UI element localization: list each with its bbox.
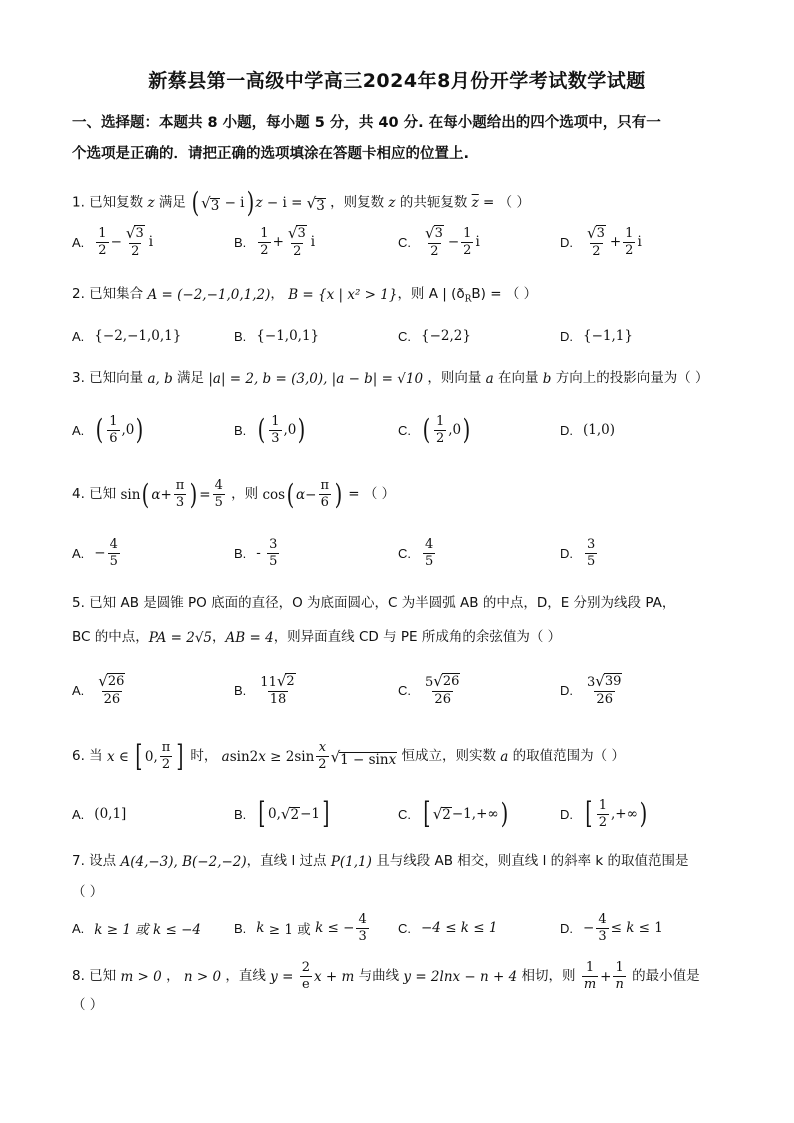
option-2b[interactable]: B. {−1,0,1}: [234, 328, 320, 344]
option-3b[interactable]: B. ( $\frac{1}{3}$ ,0 ): [234, 413, 306, 446]
question-8: 8. 已知 m > 0 ， n > 0 ，直线 y = $\frac{2}{e}$ x + m 与曲线 y = 2lnx − n + 4 相切，则 $\frac{1}{m}$ + $\frac{1}{n}$ 的最小值是: [72, 960, 700, 992]
question-2-options: [72, 316, 732, 356]
question-7-options: [72, 908, 732, 948]
option-2a[interactable]: A. {−2,−1,0,1}: [72, 328, 182, 344]
option-4c[interactable]: C. $\frac{4}{5}$: [398, 536, 434, 569]
question-8-line-2: （ ）: [72, 997, 104, 1013]
option-1a[interactable]: A. $\frac{1}{2}$ − √ 3 2 i: [72, 223, 154, 259]
question-7-line-2: （ ）: [72, 884, 104, 900]
question-7: 7. 设点 A(4,−3), B(−2,−2)，直线 l 过点 P(1,1) 且与线段 AB 相交，则直线 l 的斜率 k 的取值范围是: [72, 853, 689, 870]
option-1c[interactable]: C. √ 3 2 − $\frac{1}{2}$ i: [398, 223, 480, 259]
option-1d[interactable]: D. √ 3 2 + $\frac{1}{2}$ i: [560, 223, 642, 259]
option-1b[interactable]: B. $\frac{1}{2}$ + √ 3 2 i: [234, 223, 316, 259]
question-3: 3. 已知向量 a, b 满足 |a| = 2, b = (3,0), |a − b| = √10 ，则向量 a 在向量 b 方向上的投影向量为（ ）: [72, 370, 709, 387]
option-2d[interactable]: D. {−1,1}: [560, 328, 633, 344]
question-2: 2. 已知集合 A = (−2,−1,0,1,2)， B = {x | x² > 1}，则 A | $(ð_RB)$ = （ ）: [72, 286, 538, 305]
option-6d[interactable]: D. [ $\frac{1}{2}$ ,+∞ ): [560, 796, 648, 831]
section-heading-line-1: 一、选择题：本题共 8 小题，每小题 5 分，共 40 分. 在每小题给出的四个选项中，只有一: [72, 115, 661, 131]
question-5-line-2: BC 的中点，PA = 2√5，AB = 4，则异面直线 CD 与 PE 所成角的余弦值为（ ）: [72, 629, 562, 646]
option-7a[interactable]: A. k ≥ 1 或 k ≤ −4: [72, 920, 202, 938]
page-title: 新蔡县第一高级中学高三2024年8月份开学考试数学试题: [148, 70, 646, 92]
section-heading-line-2: 个选项是正确的．请把正确的选项填涂在答题卡相应的位置上.: [72, 146, 470, 162]
question-1-options: [72, 222, 732, 262]
question-1: 1. 已知复数 z 满足 ( √ 3 − i ) z − i = √ 3 ，则复数 z 的共轭复数 $\overline{z}$ = （ ）: [72, 186, 530, 219]
option-5a[interactable]: A. √ 26 26: [72, 671, 125, 707]
option-6a[interactable]: A. (0,1]: [72, 806, 127, 822]
question-4: 4. 已知 sin ( α + $\frac{\pi}{3}$ ) = $\frac{4}{5}$ ，则 cos ( α − $\frac{\pi}{6}$ ) = （ ）: [72, 477, 396, 511]
option-5b[interactable]: B. 11 √ 2 18: [234, 671, 295, 707]
section-heading: [72, 108, 732, 170]
option-7c[interactable]: C. −4 ≤ k ≤ 1: [398, 920, 498, 936]
option-5c[interactable]: C. 5 √ 26 26: [398, 671, 460, 707]
option-7d[interactable]: D. − $\frac{4}{3}$ ≤ k ≤ 1: [560, 911, 663, 944]
option-4d[interactable]: D. $\frac{3}{5}$: [560, 536, 596, 569]
option-4a[interactable]: A. − $\frac{4}{5}$: [72, 536, 118, 569]
option-6c[interactable]: C. [ √ 2 −1,+∞ ): [398, 796, 508, 831]
question-3-options: [72, 410, 732, 450]
option-5d[interactable]: D. 3 √ 39 26: [560, 671, 622, 707]
option-7b[interactable]: B. k ≥ 1 或 k ≤ − $\frac{4}{3}$: [234, 911, 367, 944]
question-6-options: [72, 794, 732, 834]
option-4b[interactable]: B. - $\frac{3}{5}$: [234, 536, 278, 569]
option-2c[interactable]: C. {−2,2}: [398, 328, 471, 344]
question-5: 5. 已知 AB 是圆锥 PO 底面的直径，O 为底面圆心，C 为半圆弧 AB 的中点，D，E 分别为线段 PA，: [72, 595, 676, 611]
question-6: 6. 当 x ∈ [ 0, $\frac{\pi}{2}$ ] 时， a sin2 x ≥ 2sin $\frac{x}{2}$ √ 1 − sinx 恒成立，则实数 a 的取值范围为（ ）: [72, 738, 625, 774]
question-5-options: [72, 670, 732, 710]
question-4-options: [72, 533, 732, 573]
option-3c[interactable]: C. ( $\frac{1}{2}$ ,0 ): [398, 413, 471, 446]
option-3d[interactable]: D. (1,0): [560, 422, 616, 438]
option-3a[interactable]: A. ( $\frac{1}{6}$ ,0 ): [72, 413, 144, 446]
option-6b[interactable]: B. [ 0, √ 2 −1 ]: [234, 796, 330, 831]
